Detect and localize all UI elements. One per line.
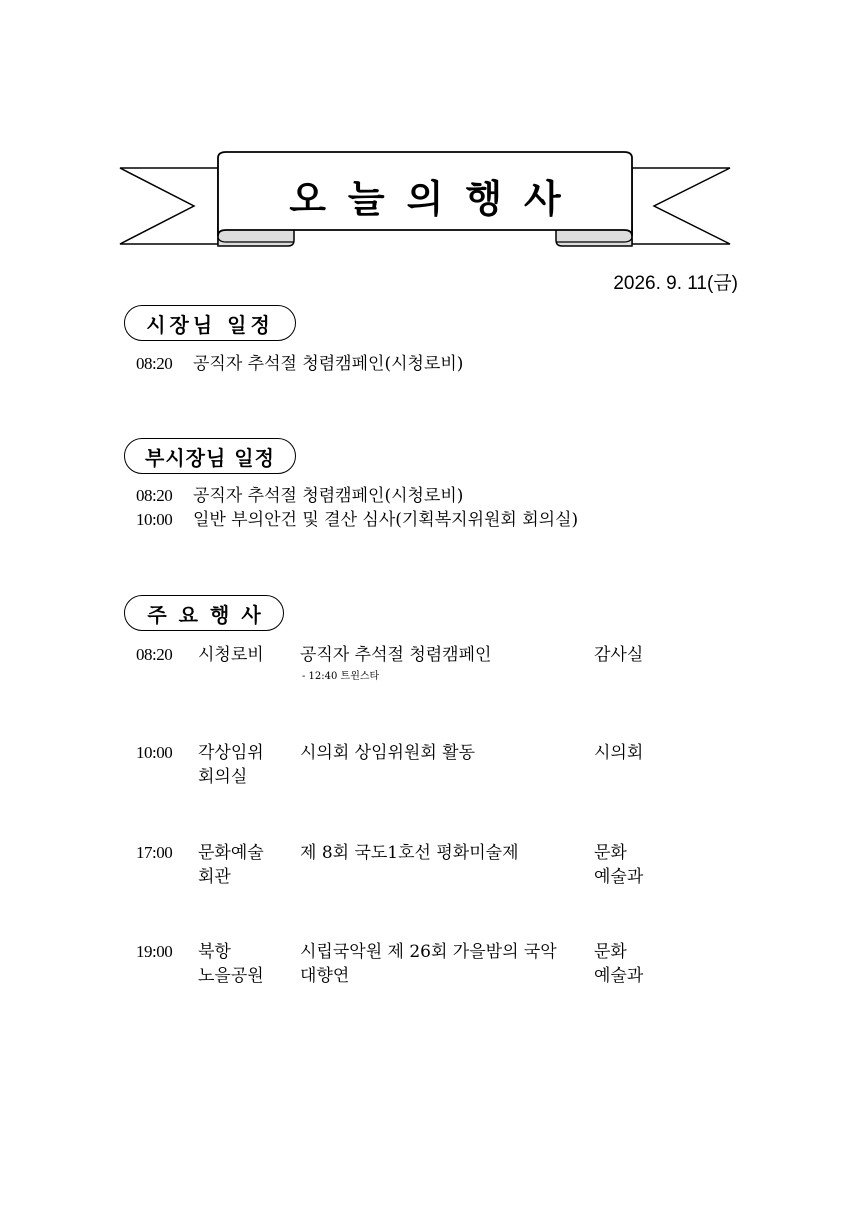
event-row [0, 643, 860, 703]
event-subnote: - 12:40 트윈스타 [302, 671, 380, 682]
event-row [0, 741, 860, 801]
title-banner [118, 150, 732, 250]
event-row [0, 841, 860, 901]
event-place: 문화예술 회관 [198, 843, 264, 887]
schedule-text: 일반 부의안건 및 결산 심사(기획복지위원회 회의실) [193, 510, 579, 530]
schedule-time: 08:20 [136, 486, 173, 505]
schedule-time: 08:20 [136, 354, 173, 373]
schedule-text: 공직자 추석절 청렴캠페인(시청로비) [193, 354, 464, 374]
event-place: 북항 노을공원 [198, 942, 264, 986]
event-department: 문화 예술과 [594, 942, 644, 986]
schedule-time: 10:00 [136, 510, 173, 529]
event-date: 2026. 9. 11(금) [613, 273, 738, 294]
vice-mayor-schedule-heading: 부시장님 일정 [124, 438, 296, 474]
event-time: 17:00 [136, 843, 173, 862]
event-title: 시의회 상임위원회 활동 [300, 743, 476, 763]
event-department: 감사실 [594, 645, 644, 665]
event-time: 19:00 [136, 942, 173, 961]
event-time: 10:00 [136, 743, 173, 762]
event-time: 08:20 [136, 645, 173, 664]
event-title: 시립국악원 제 26회 가을밤의 국악 대향연 [300, 942, 557, 986]
event-title: 공직자 추석절 청렴캠페인 [300, 645, 492, 665]
event-place: 시청로비 [198, 645, 264, 665]
major-events-heading: 주요행사 [124, 595, 284, 631]
event-title: 제 8회 국도1호선 평화미술제 [300, 843, 519, 863]
event-place: 각상임위 회의실 [198, 743, 264, 787]
event-row [0, 940, 860, 1000]
mayor-schedule-heading: 시장님 일정 [124, 305, 296, 341]
event-department: 문화 예술과 [594, 843, 644, 887]
schedule-text: 공직자 추석절 청렴캠페인(시청로비) [193, 486, 464, 506]
page-title: 오늘의행사 [289, 176, 583, 221]
event-department: 시의회 [594, 743, 644, 763]
